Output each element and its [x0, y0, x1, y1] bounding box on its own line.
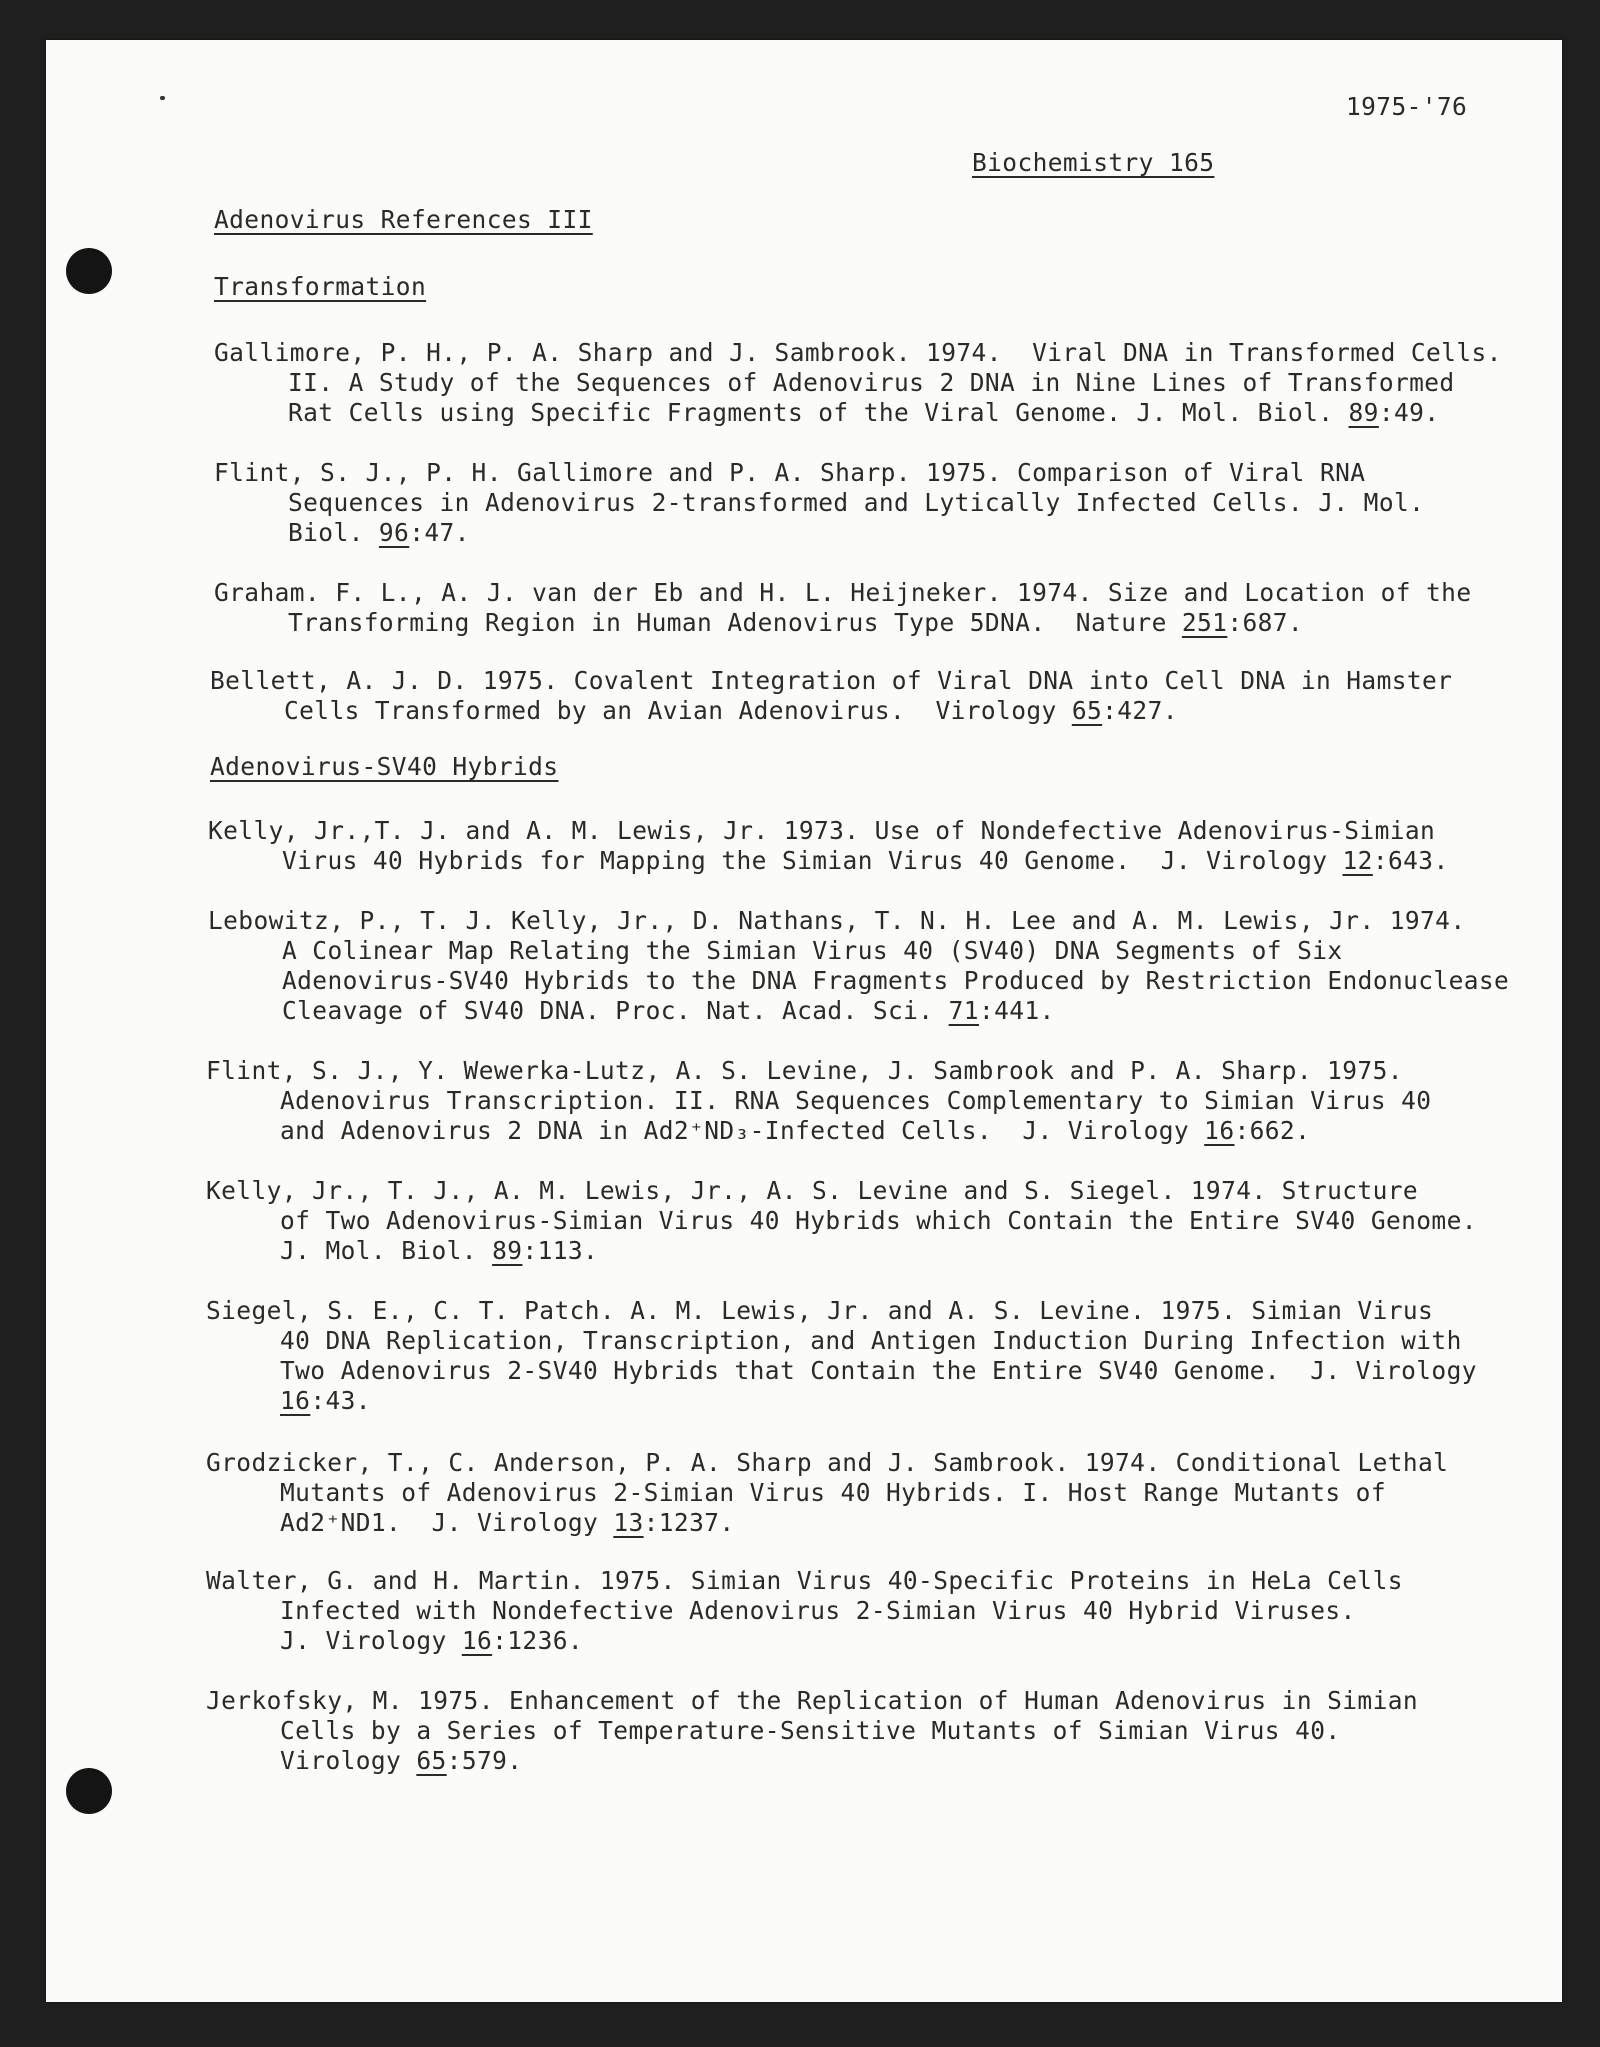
reference-line: Flint, S. J., P. H. Gallimore and P. A. Sharp. 1975. Comparison of Viral RNA [214, 458, 1366, 487]
year-label: 1975-'76 [1346, 92, 1468, 121]
volume-number: 16 [280, 1386, 311, 1415]
volume-number: 251 [1181, 608, 1228, 637]
reference-entry [214, 458, 1424, 548]
reference-line: Grodzicker, T., C. Anderson, P. A. Sharp and J. Sambrook. 1974. Conditional Lethal [206, 1448, 1449, 1477]
volume-number: 12 [1342, 846, 1373, 875]
volume-number: 13 [613, 1508, 644, 1537]
reference-entry [206, 1686, 1418, 1776]
volume-number: 89 [492, 1236, 523, 1265]
reference-line: Sequences in Adenovirus 2-transformed and Lytically Infected Cells. J. Mol. [288, 488, 1425, 517]
reference-line: Kelly, Jr., T. J., A. M. Lewis, Jr., A. S. Levine and S. Siegel. 1974. Structure [206, 1176, 1419, 1205]
reference-line-last: Transforming Region in Human Adenovirus Type 5DNA. Nature 251:687. [288, 608, 1304, 637]
reference-line: II. A Study of the Sequences of Adenovirus 2 DNA in Nine Lines of Transformed [288, 368, 1455, 397]
volume-number: 89 [1348, 398, 1379, 427]
reference-line: Adenovirus Transcription. II. RNA Sequences Complementary to Simian Virus 40 [280, 1086, 1432, 1115]
volume-number: 65 [1071, 696, 1103, 725]
volume-number: 96 [378, 518, 410, 547]
page-title: Adenovirus References III [214, 205, 593, 234]
reference-line-last: 16:43. [280, 1386, 371, 1415]
punch-hole [66, 248, 112, 294]
reference-line-last: J. Mol. Biol. 89:113. [280, 1236, 599, 1265]
volume-number: 65 [416, 1746, 447, 1775]
reference-line: Cells by a Series of Temperature-Sensitive Mutants of Simian Virus 40. [280, 1716, 1341, 1745]
reference-line: Mutants of Adenovirus 2-Simian Virus 40 Hybrids. I. Host Range Mutants of [280, 1478, 1386, 1507]
reference-entry [208, 906, 1509, 1026]
reference-entry [214, 338, 1502, 428]
volume-number: 71 [948, 996, 979, 1025]
reference-line: A Colinear Map Relating the Simian Virus 40 (SV40) DNA Segments of Six [282, 936, 1343, 965]
reference-entry [206, 1566, 1403, 1656]
reference-line: 40 DNA Replication, Transcription, and Antigen Induction During Infection with [280, 1326, 1462, 1355]
reference-line-last: and Adenovirus 2 DNA in Ad2⁺ND₃-Infected Cells. J. Virology 16:662. [280, 1116, 1311, 1145]
reference-line: Bellett, A. J. D. 1975. Covalent Integration of Viral DNA into Cell DNA in Hamster [210, 666, 1453, 695]
ink-speck [160, 96, 165, 100]
reference-line: Kelly, Jr.,T. J. and A. M. Lewis, Jr. 1973. Use of Nondefective Adenovirus-Simian [208, 816, 1436, 845]
reference-line: Graham. F. L., A. J. van der Eb and H. L. Heijneker. 1974. Size and Location of the [214, 578, 1472, 607]
reference-line-last: Virus 40 Hybrids for Mapping the Simian Virus 40 Genome. J. Virology 12:643. [282, 846, 1449, 875]
reference-line: Infected with Nondefective Adenovirus 2-Simian Virus 40 Hybrid Viruses. [280, 1596, 1356, 1625]
reference-line-last: J. Virology 16:1236. [280, 1626, 584, 1655]
reference-entry [206, 1448, 1448, 1538]
reference-line: of Two Adenovirus-Simian Virus 40 Hybrids which Contain the Entire SV40 Genome. [280, 1206, 1477, 1235]
reference-line: Lebowitz, P., T. J. Kelly, Jr., D. Nathans, T. N. H. Lee and A. M. Lewis, Jr. 1974. [208, 906, 1466, 935]
reference-line: Adenovirus-SV40 Hybrids to the DNA Fragments Produced by Restriction Endonuclease [282, 966, 1510, 995]
reference-line: Two Adenovirus 2-SV40 Hybrids that Contain the Entire SV40 Genome. J. Virology [280, 1356, 1477, 1385]
section-heading: Transformation [214, 272, 427, 301]
reference-entry [214, 578, 1471, 638]
reference-entry [206, 1176, 1477, 1266]
reference-line-last: Cells Transformed by an Avian Adenovirus. Virology 65:427. [284, 696, 1178, 725]
reference-entry [210, 666, 1452, 726]
reference-line: Jerkofsky, M. 1975. Enhancement of the Replication of Human Adenovirus in Simian [206, 1686, 1419, 1715]
reference-line: Flint, S. J., Y. Wewerka-Lutz, A. S. Levine, J. Sambrook and P. A. Sharp. 1975. [206, 1056, 1403, 1085]
reference-line-last: Rat Cells using Specific Fragments of the Viral Genome. J. Mol. Biol. 89:49. [288, 398, 1440, 427]
section-heading: Adenovirus-SV40 Hybrids [210, 752, 559, 781]
reference-entry [206, 1296, 1477, 1416]
reference-line-last: Biol. 96:47. [288, 518, 470, 547]
reference-line-last: Virology 65:579. [280, 1746, 523, 1775]
punch-hole [66, 1768, 112, 1814]
reference-entry [208, 816, 1449, 876]
volume-number: 16 [461, 1626, 493, 1655]
reference-line: Walter, G. and H. Martin. 1975. Simian Virus 40-Specific Proteins in HeLa Cells [206, 1566, 1403, 1595]
volume-number: 16 [1204, 1116, 1235, 1145]
reference-line-last: Ad2⁺ND1. J. Virology 13:1237. [280, 1508, 735, 1537]
course-title: Biochemistry 165 [972, 148, 1215, 177]
reference-line: Siegel, S. E., C. T. Patch. A. M. Lewis, Jr. and A. S. Levine. 1975. Simian Virus [206, 1296, 1434, 1325]
reference-line: Gallimore, P. H., P. A. Sharp and J. Sambrook. 1974. Viral DNA in Transformed Cells. [214, 338, 1502, 367]
reference-line-last: Cleavage of SV40 DNA. Proc. Nat. Acad. Sci. 71:441. [282, 996, 1055, 1025]
reference-entry [206, 1056, 1431, 1146]
